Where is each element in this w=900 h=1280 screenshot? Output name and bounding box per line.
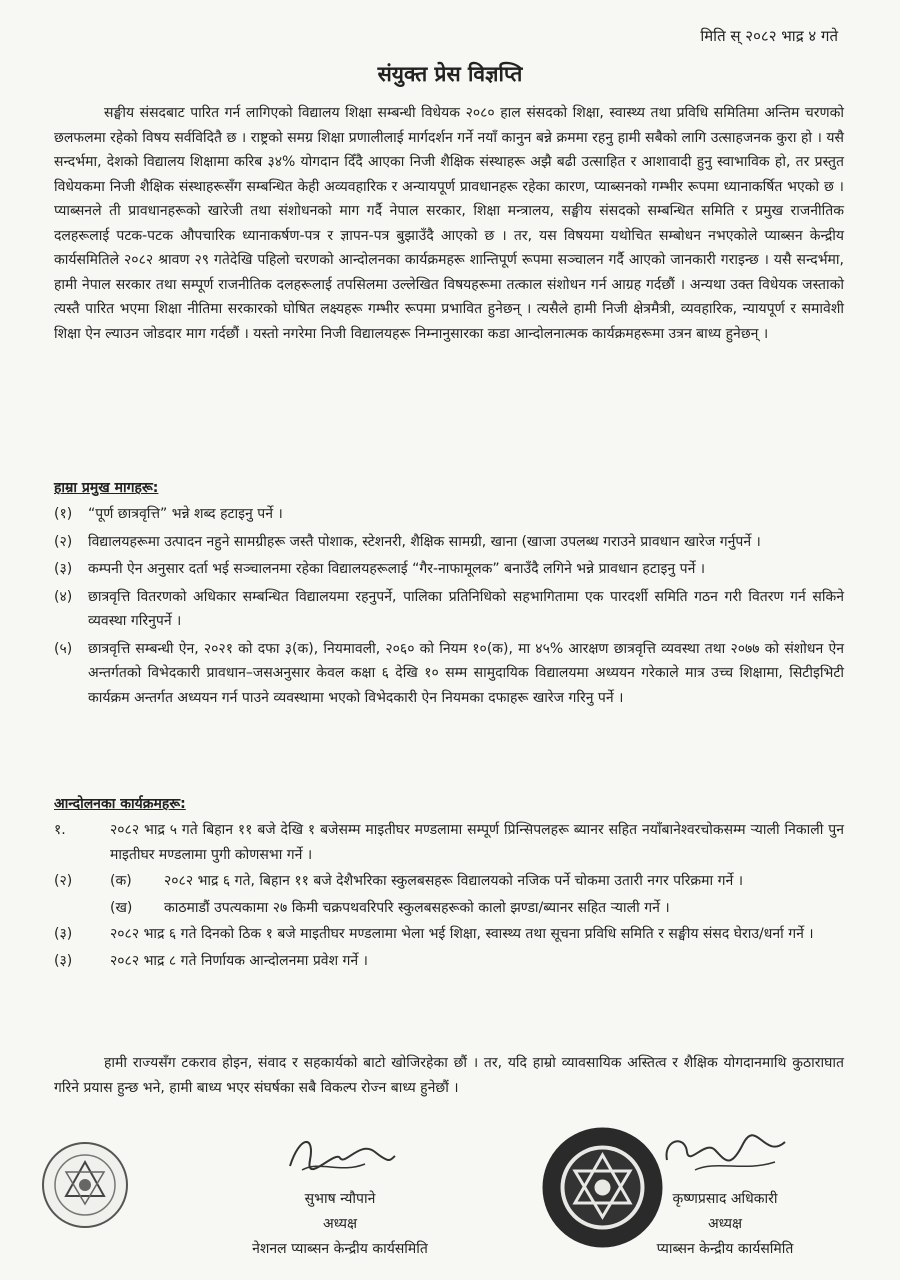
item-text: छात्रवृत्ति वितरणको अधिकार सम्बन्धित विद्यालयमा रहनुपर्ने, पालिका प्रतिनिधिको सहभागितामा एक पारदर्शी समिति गठन गरी वितरण गर्न सकिने व्यवस्था गरिनुपर्ने । [88, 588, 844, 629]
demands-heading: हाम्रा प्रमुख मागहरू: [54, 480, 159, 496]
signature-block-left [240, 1130, 440, 1262]
sub-item-text: २०८२ भाद्र ६ गते, बिहान ११ बजे देशैभरिका स्कुलबसहरू विद्यालयको नजिक पर्ने चोकमा उतारी नगर परिक्रमा गर्ने । [164, 873, 744, 889]
list-item [54, 585, 844, 634]
signature-block-right [620, 1130, 830, 1262]
item-text: २०८२ भाद्र ६ गते दिनको ठिक १ बजे माइतीघर मण्डलामा भेला भई शिक्षा, स्वास्थ्य तथा सूचना प्रविधि समिति र सङ्घीय संसद घेराउ/धर्ना गर्ने । [110, 926, 814, 942]
programs-heading: आन्दोलनका कार्यक्रमहरू: [54, 796, 186, 812]
sub-item-label: (क) [110, 873, 132, 889]
list-item [54, 530, 844, 555]
item-number: (३) [54, 926, 73, 942]
national-pabson-seal [40, 1140, 130, 1230]
item-text: २०८२ भाद्र ८ गते निर्णायक आन्दोलनमा प्रवेश गर्ने । [110, 952, 368, 969]
release-date: मिति स् २०८२ भाद्र ४ गते [700, 27, 838, 45]
signatory-role: अध्यक्ष [322, 1216, 358, 1232]
item-number: (३) [54, 561, 73, 577]
item-text: विद्यालयहरूमा उत्पादन नहुने सामग्रीहरू जस्तै पोशाक, स्टेशनरी, शैक्षिक सामग्री, खाना (खाजा उपलब्ध गराउने प्रावधान खारेज गर्नुपर्ने । [88, 533, 761, 550]
programs-list [54, 818, 844, 975]
item-number: (३) [54, 952, 73, 969]
list-item [54, 949, 844, 974]
item-text: २०८२ भाद्र ५ गते बिहान ११ बजे देखि १ बजेसम्म माइतीघर मण्डलामा सम्पूर्ण प्रिन्सिपलहरू ब्यानर सहित नयाँबानेश्वरचोकसम्म र्‍याली निकाली पुन माइतीघर मण्डलामा पुगी कोणसभा गर्ने । [110, 822, 844, 863]
signatory-name: कृष्णप्रसाद अधिकारी [672, 1191, 778, 1207]
list-item [54, 869, 844, 920]
item-number: (५) [54, 640, 73, 657]
signatory-role: अध्यक्ष [707, 1216, 743, 1232]
sub-item [110, 896, 844, 921]
sub-item-text: काठमाडौं उपत्यकामा २७ किमी चक्रपथवरिपरि स्कुलबसहरूको कालो झण्डा/ब्यानर सहित र्‍याली गर्ने । [164, 899, 670, 916]
demands-list [54, 502, 844, 713]
signature-right [655, 1130, 795, 1178]
signature-left [280, 1130, 400, 1178]
item-number: १. [54, 822, 66, 838]
signatory-org: प्याब्सन केन्द्रीय कार्यसमिति [656, 1241, 794, 1257]
list-item [54, 637, 844, 711]
item-number: (१) [54, 506, 73, 522]
item-number: (२) [54, 533, 73, 550]
item-number: (४) [54, 588, 73, 605]
sub-items [110, 869, 844, 920]
closing-paragraph: हामी राज्यसँग टकराव होइन, संवाद र सहकार्यको बाटो खोजिरहेका छौं । तर, यदि हाम्रो व्यावसायिक अस्तित्व र शैक्षिक योगदानमाथि कुठाराघात गरिने प्रयास हुन्छ भने, हामी बाध्य भएर संघर्षका सबै विकल्प रोज्न बाध्य हुनेछौं । [54, 1055, 844, 1096]
list-item [54, 502, 844, 527]
item-text: छात्रवृत्ति सम्बन्धी ऐन, २०२१ को दफा ३(क), नियमावली, २०६० को नियम १०(क), मा ४५% आरक्षण छात्रवृत्ति व्यवस्था तथा २०७७ को संशोधन ऐन अन्तर्गतको विभेदकारी प्रावधान–जसअनुसार केवल कक्षा ६ देखि १० सम्म सामुदायिक विद्यालयमा अध्ययन गरेकाले मात्र उच्च शिक्षामा, सिटीइभिटी कार्यक्रम अन्तर्गत अध्ययन गर्न पाउने व्यवस्थामा भएको विभेदकारी ऐन नियमका दफाहरू खारेज गरिनु पर्ने । [88, 640, 844, 706]
signatory-name: सुभाष न्यौपाने [304, 1191, 376, 1207]
page-title: संयुक्त प्रेस विज्ञप्ति [377, 62, 523, 86]
intro-paragraph: सङ्घीय संसदबाट पारित गर्न लागिएको विद्यालय शिक्षा सम्बन्धी विधेयक २०८० हाल संसदको शिक्षा, स्वास्थ्य तथा प्रविधि समितिमा अन्तिम चरणको छलफलमा रहेको विषय सर्वविदितै छ । राष्ट्रको समग्र शिक्षा प्रणालीलाई मार्गदर्शन गर्ने नयाँ कानुन बन्ने क्रममा रहनु हामी सबैको लागि उत्साहजनक कुरा हो । यसै सन्दर्भमा, देशको विद्यालय शिक्षामा करिब ३४% योगदान दिँदै आएका निजी शैक्षिक संस्थाहरू अझै बढी उत्साहित र आशावादी हुनु स्वाभाविक हो, तर प्रस्तुत विधेयकमा निजी शैक्षिक संस्थाहरूसँग सम्बन्धित केही अव्यवहारिक र अन्यायपूर्ण प्रावधानहरू रहेका कारण, प्याब्सनको गम्भीर रूपमा ध्यानाकर्षित भएको छ । प्याब्सनले ती प्रावधानहरूको खारेजी तथा संशोधनको माग गर्दै नेपाल सरकार, शिक्षा मन्त्रालय, सङ्घीय संसदको सम्बन्धित समिति र प्रमुख राजनीतिक दलहरूलाई पटक-पटक औपचारिक ध्यानाकर्षण-पत्र र ज्ञापन-पत्र बुझाउँदै आएको छ । तर, यस विषयमा यथोचित सम्बोधन नभएकोले प्याब्सन केन्द्रीय कार्यसमितिले २०८२ श्रावण २९ गतेदेखि पहिलो चरणको आन्दोलनका कार्यक्रमहरू शान्तिपूर्ण रूपमा सञ्चालन गर्दै आएको जानकारी गराइन्छ । यसै सन्दर्भमा, हामी नेपाल सरकार तथा सम्पूर्ण राजनीतिक दलहरूलाई तपसिलमा उल्लेखित विषयहरूमा तत्काल संशोधन गर्न आग्रह गर्दछौं । अन्यथा उक्त विधेयक जस्ताको त्यस्तै पारित भएमा शिक्षा नीतिमा सरकारको घोषित लक्ष्यहरू गम्भीर रूपमा प्रभावित हुनेछन् । त्यसैले हामी निजी क्षेत्रमैत्री, व्यवहारिक, न्यायपूर्ण र समावेशी शिक्षा ऐन ल्याउन जोडदार माग गर्दछौं । यस्तो नगरेमा निजी विद्यालयहरू निम्नानुसारका कडा आन्दोलनात्मक कार्यक्रमहरूमा उत्रन बाध्य हुनेछन् । [54, 105, 844, 342]
item-text: कम्पनी ऐन अनुसार दर्ता भई सञ्चालनमा रहेका विद्यालयहरूलाई “गैर-नाफामूलक” बनाउँदै लगिने भन्ने प्रावधान हटाइनु पर्ने । [88, 561, 706, 577]
item-number: (२) [54, 873, 73, 889]
item-text: “पूर्ण छात्रवृत्ति” भन्ने शब्द हटाइनु पर्ने । [88, 506, 283, 522]
list-item [54, 818, 844, 867]
sub-item-label: (ख) [110, 899, 133, 916]
list-item [54, 557, 844, 582]
list-item [54, 922, 844, 947]
signatory-org: नेशनल प्याब्सन केन्द्रीय कार्यसमिति [252, 1241, 428, 1257]
sub-item [110, 869, 844, 894]
